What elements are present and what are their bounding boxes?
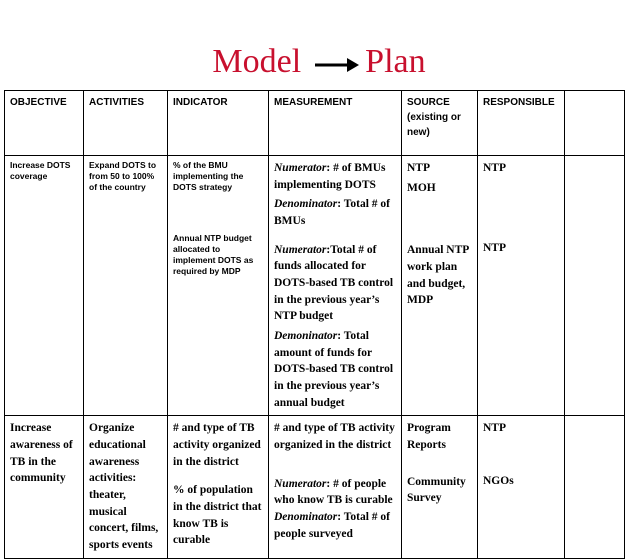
header-source: SOURCE (existing or new) (402, 91, 478, 156)
source-cell (402, 156, 478, 416)
indicator-cell (168, 156, 269, 416)
denominator-text: : Total # of people surveyed (274, 511, 390, 540)
source-2: Community Survey (407, 475, 466, 505)
measurement-cell (269, 156, 402, 416)
title-model: Model (212, 43, 302, 80)
source-cell (402, 416, 478, 558)
responsible-1: NTP (483, 422, 506, 435)
numerator-text: :Total # of funds allocated for DOTS-based TB control in the previous year’s NTP budget (274, 243, 394, 323)
measurement-2-numerator (274, 242, 396, 325)
denominator-text: : Total # of BMUs (274, 198, 390, 228)
header-row (5, 91, 625, 156)
header-extra (565, 91, 625, 156)
header-measurement: MEASUREMENT (269, 91, 402, 156)
measurement-1-denominator (274, 196, 396, 229)
indicator-1: % of the BMU implementing the DOTS strategy (173, 160, 244, 193)
table-row (5, 416, 625, 558)
slide-title (0, 40, 638, 84)
numerator-label: Numerator (274, 477, 327, 490)
measurement-1: # and type of TB activity organized in the district (274, 422, 395, 452)
header-activities: ACTIVITIES (84, 91, 168, 156)
indicator-cell (168, 416, 269, 558)
responsible-1: NTP (483, 162, 506, 174)
header-objective: OBJECTIVE (5, 91, 84, 156)
objective-cell: Increase awareness of TB in the community (5, 416, 84, 558)
activity-cell: Expand DOTS to from 50 to 100% of the country (84, 156, 168, 416)
denominator-label: Denominator (274, 511, 338, 524)
denominator-label: Demoninator (274, 330, 338, 343)
arrow-right-icon (313, 47, 359, 77)
responsible-cell (478, 156, 565, 416)
source-2: Annual NTP work plan and budget, MDP (407, 244, 469, 307)
extra-cell (565, 156, 625, 416)
responsible-2: NGOs (483, 475, 514, 488)
header-indicator: INDICATOR (168, 91, 269, 156)
indicator-1: # and type of TB activity organized in the district (173, 422, 261, 468)
header-responsible: RESPONSIBLE (478, 91, 565, 156)
activity-cell: Organize educational awareness activities: theater, musical concert, films, sports events (84, 416, 168, 558)
measurement-cell (269, 416, 402, 558)
denominator-label: Denominator (274, 198, 338, 211)
responsible-cell (478, 416, 565, 558)
extra-cell (565, 416, 625, 558)
numerator-text: : # of people who know TB is curable (274, 477, 393, 507)
measurement-2-denominator (274, 328, 396, 411)
numerator-text: : # of BMUs implementing DOTS (274, 162, 386, 191)
indicator-2: Annual NTP budget allocated to implement DOTS as required by MDP (173, 233, 254, 277)
source-1a: NTP (407, 162, 430, 174)
table-row (5, 156, 625, 416)
title-plan: Plan (365, 43, 426, 80)
objective-cell: Increase DOTS coverage (5, 156, 84, 416)
numerator-label: Numerator (274, 243, 327, 256)
denominator-text: : Total amount of funds for DOTS-based TB control in the previous year’s annual budget (274, 330, 394, 409)
plan-table (4, 90, 625, 559)
indicator-2: % of population in the district that know TB is curable (173, 484, 262, 547)
measurement-1-numerator (274, 160, 396, 193)
source-1: Program Reports (407, 422, 451, 452)
numerator-label: Numerator (274, 162, 327, 174)
measurement-2-denominator (274, 509, 396, 542)
responsible-2: NTP (483, 241, 506, 254)
source-1b: MOH (407, 181, 436, 194)
measurement-2-numerator (274, 476, 396, 509)
